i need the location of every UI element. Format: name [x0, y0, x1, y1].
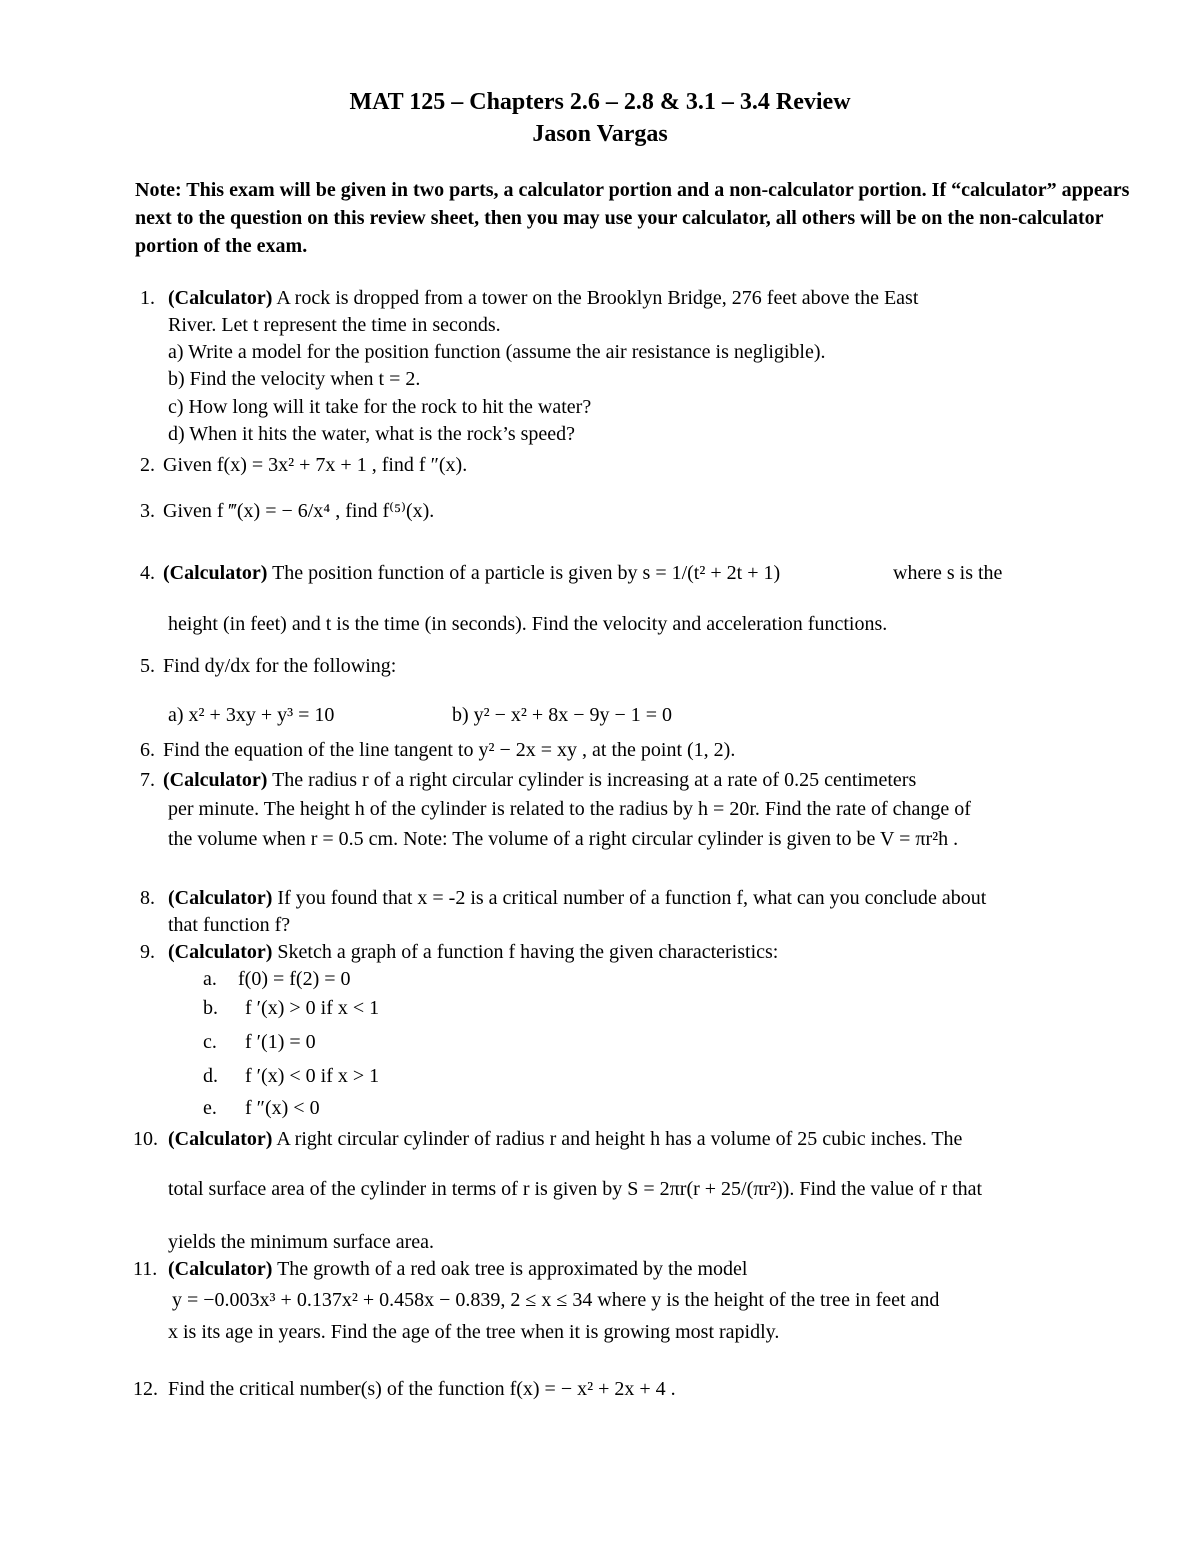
page-title: MAT 125 – Chapters 2.6 – 2.8 & 3.1 – 3.4 Review	[349, 89, 851, 115]
q11-line3: x is its age in years. Find the age of the tree when it is growing most rapidly.	[168, 1321, 780, 1343]
q11-text: The growth of a red oak tree is approximated by the model	[277, 1258, 748, 1280]
q9-part-c: f ′(1) = 0	[245, 1031, 316, 1053]
q8-line2: that function f?	[168, 914, 291, 936]
q1-number: 1.	[140, 287, 155, 309]
exam-note: Note: This exam will be given in two parts, a calculator portion and a non-calculator portion. If “calculator” appears next to the question on this review sheet, then you may use your calculator, all others will be on the non-calculator portion of the exam.	[135, 179, 1130, 257]
q4-tail: where s is the	[893, 562, 1003, 584]
q5-part-a: a) x² + 3xy + y³ = 10	[168, 704, 335, 726]
q10-line3: yields the minimum surface area.	[168, 1231, 435, 1253]
q10-line1	[168, 1127, 962, 1151]
q8-line1	[168, 886, 986, 910]
q11-line2: y = −0.003x³ + 0.137x² + 0.458x − 0.839, 2 ≤ x ≤ 34 where y is the height of the tree in feet and	[172, 1289, 940, 1311]
q9-line1	[168, 940, 778, 964]
q1-line1	[168, 286, 918, 310]
q1-line2: River. Let t represent the time in seconds.	[168, 314, 501, 336]
q4-text: The position function of a particle is given by s = 1/(t² + 2t + 1)	[272, 562, 781, 584]
q4-number: 4.	[140, 562, 155, 584]
q11-calculator-label: (Calculator)	[168, 1258, 273, 1280]
q1-calculator-label: (Calculator)	[168, 287, 273, 309]
q8-number: 8.	[140, 887, 155, 909]
q9-text: Sketch a graph of a function f having the given characteristics:	[277, 941, 779, 963]
q11-line1	[168, 1257, 747, 1281]
q1-text: A rock is dropped from a tower on the Brooklyn Bridge, 276 feet above the East	[276, 287, 919, 309]
q9-letter-d: d.	[203, 1065, 218, 1087]
q9-letter-b: b.	[203, 997, 218, 1019]
q4-line1	[163, 561, 780, 585]
q7-line2: per minute. The height h of the cylinder is related to the radius by h = 20r. Find the rate of change of	[168, 798, 971, 820]
q3-text: Given f ‴(x) = − 6/x⁴ , find f⁽⁵⁾(x).	[163, 500, 435, 522]
q1-part-d: d) When it hits the water, what is the rock’s speed?	[168, 423, 576, 445]
author-name: Jason Vargas	[532, 121, 668, 147]
q7-line1	[163, 768, 916, 792]
q5-text: Find dy/dx for the following:	[163, 655, 397, 677]
q7-text: The radius r of a right circular cylinder is increasing at a rate of 0.25 centimeters	[272, 769, 917, 791]
q9-letter-e: e.	[203, 1097, 217, 1119]
q1-part-b: b) Find the velocity when t = 2.	[168, 368, 421, 390]
q1-part-a: a) Write a model for the position function (assume the air resistance is negligible).	[168, 341, 826, 363]
q6-text: Find the equation of the line tangent to y² − 2x = xy , at the point (1, 2).	[163, 739, 736, 761]
q1-part-c: c) How long will it take for the rock to hit the water?	[168, 396, 592, 418]
q9-part-b: f ′(x) > 0 if x < 1	[245, 997, 380, 1019]
q10-number: 10.	[133, 1128, 158, 1150]
q10-line2: total surface area of the cylinder in terms of r is given by S = 2πr(r + 25/(πr²)). Find the value of r that	[168, 1178, 983, 1200]
q9-part-d: f ′(x) < 0 if x > 1	[245, 1065, 380, 1087]
q12-text: Find the critical number(s) of the function f(x) = − x² + 2x + 4 .	[168, 1378, 676, 1400]
q9-part-a: f(0) = f(2) = 0	[238, 968, 351, 990]
q9-letter-a: a.	[203, 968, 217, 990]
q2-text: Given f(x) = 3x² + 7x + 1 , find f ″(x).	[163, 454, 468, 476]
q7-line3: the volume when r = 0.5 cm. Note: The volume of a right circular cylinder is given to be V = πr²h .	[168, 828, 959, 850]
q12-number: 12.	[133, 1378, 158, 1400]
q2-number: 2.	[140, 454, 155, 476]
q10-text: A right circular cylinder of radius r and height h has a volume of 25 cubic inches. The	[276, 1128, 963, 1150]
q5-number: 5.	[140, 655, 155, 677]
q9-number: 9.	[140, 941, 155, 963]
q4-calculator-label: (Calculator)	[163, 562, 268, 584]
q10-calculator-label: (Calculator)	[168, 1128, 273, 1150]
q7-calculator-label: (Calculator)	[163, 769, 268, 791]
q5-part-b: b) y² − x² + 8x − 9y − 1 = 0	[452, 704, 673, 726]
q7-number: 7.	[140, 769, 155, 791]
q9-part-e: f ″(x) < 0	[245, 1097, 320, 1119]
q9-letter-c: c.	[203, 1031, 217, 1053]
q8-calculator-label: (Calculator)	[168, 887, 273, 909]
q9-calculator-label: (Calculator)	[168, 941, 273, 963]
q6-number: 6.	[140, 739, 155, 761]
q11-number: 11.	[133, 1258, 158, 1280]
q4-line2: height (in feet) and t is the time (in seconds). Find the velocity and acceleration functions.	[168, 613, 888, 635]
q3-number: 3.	[140, 500, 155, 522]
q8-text: If you found that x = -2 is a critical number of a function f, what can you conclude about	[277, 887, 987, 909]
